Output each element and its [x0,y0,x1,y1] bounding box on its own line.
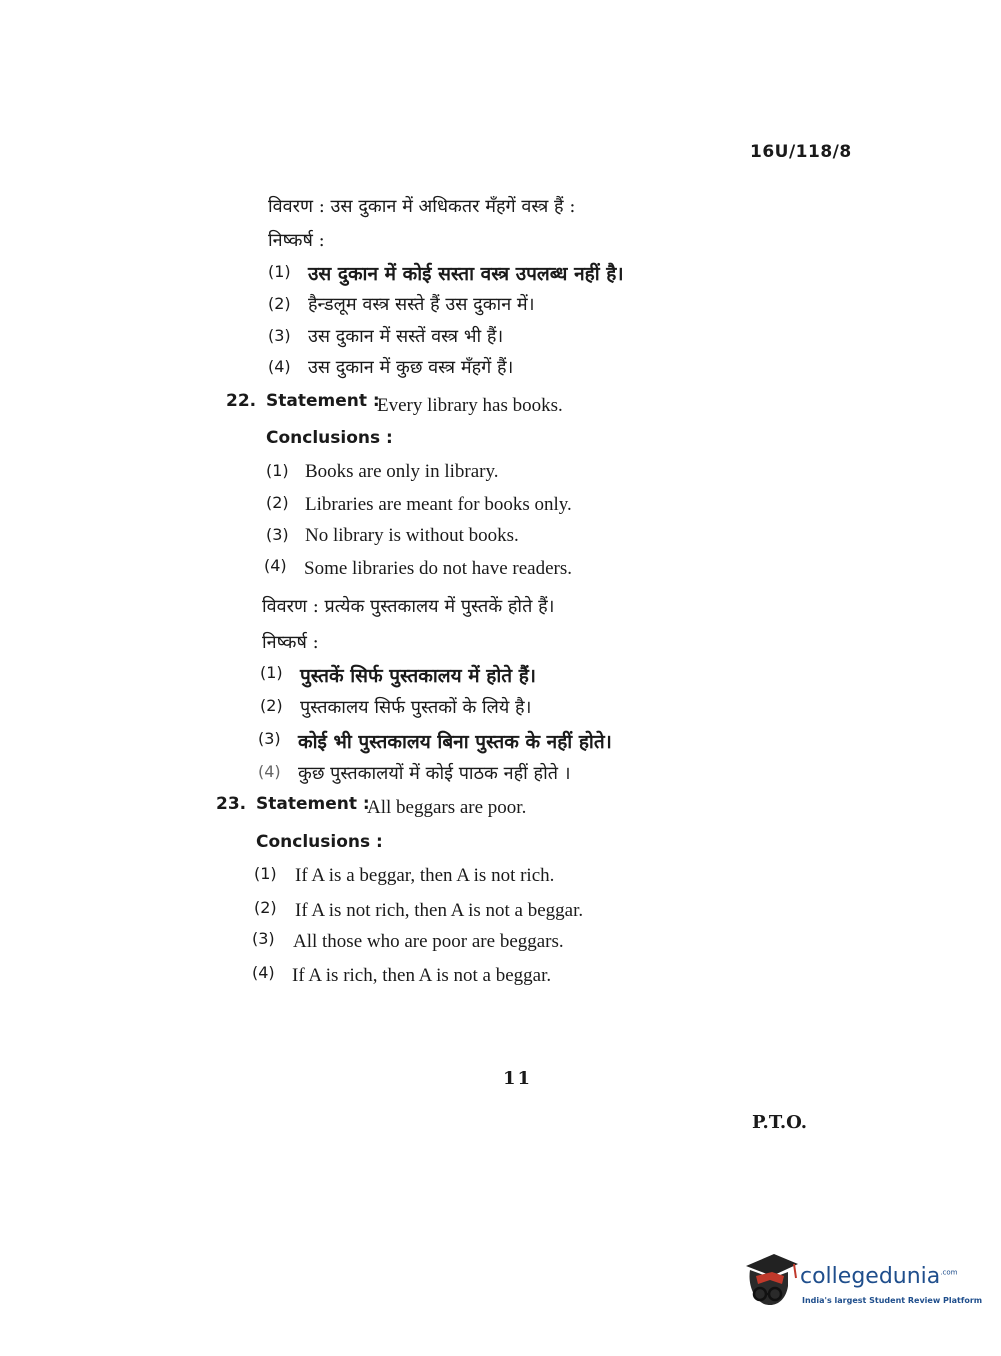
q22-option-number: (2) [266,493,289,512]
q22-option-text: No library is without books. [305,525,519,546]
q22-hindi-option-text: पुस्तकें सिर्फ पुस्तकालय में होते हैं। [300,665,537,687]
q22-option-text: Some libraries do not have readers. [304,558,573,579]
q23-option-number: (3) [252,929,275,948]
logo-wordmark: collegedunia$^{.com}$ [800,1264,958,1289]
q22-hindi-option-number: (3) [258,729,281,748]
page-number: 11 [503,1068,533,1089]
q23-statement: All beggars are poor. [367,797,527,818]
q22-hindi-option-number: (2) [260,696,283,715]
question-number-22: 22. [226,391,257,411]
q21-hindi-option-text: हैन्डलूम वस्त्र सस्ते हैं उस दुकान में। [308,294,535,315]
collegedunia-watermark [742,1250,983,1320]
q23-option-text: If A is a beggar, then A is not rich. [295,865,555,886]
q22-option-number: (3) [266,525,289,544]
logo-tagline: India's largest Student Review Platform [802,1296,983,1305]
q23-option-number: (1) [254,864,277,883]
q23-option-number: (4) [252,963,275,982]
q22-option-text: Books are only in library. [305,461,499,482]
q22-hindi-option-text: कुछ पुस्तकालयों में कोई पाठक नहीं होते । [298,763,571,784]
pto-label: P.T.O. [752,1112,808,1133]
q22-statement-label: Statement : [266,391,380,411]
paper-code: 16U/118/8 [750,142,852,162]
q22-hindi-conclusions-label: निष्कर्ष : [262,632,319,653]
q22-statement: Every library has books. [377,395,563,416]
q21-hindi-option-text: उस दुकान में सस्तें वस्त्र भी हैं। [308,326,504,347]
question-number-23: 23. [216,794,247,814]
q22-option-number: (4) [264,556,287,575]
q23-option-text: If A is not rich, then A is not a beggar. [295,900,584,921]
q22-hindi-option-text: पुस्तकालय सिर्फ पुस्तकों के लिये है। [300,697,532,718]
q22-hindi-option-text: कोई भी पुस्तकालय बिना पुस्तक के नहीं होते। [298,731,612,753]
q21-hindi-conclusions-label: निष्कर्ष : [268,230,325,251]
q21-hindi-option-number: (2) [268,294,291,313]
q21-hindi-statement: विवरण : उस दुकान में अधिकतर मँहगें वस्त्र हैं : [268,196,576,217]
q23-statement-label: Statement : [256,794,370,814]
mascot-icon [742,1250,798,1312]
q21-hindi-option-text: उस दुकान में कोई सस्ता वस्त्र उपलब्ध नहीं है। [308,263,624,285]
q22-hindi-option-number: (4) [258,762,281,781]
q23-conclusions-label: Conclusions : [256,832,383,852]
q23-option-text: If A is rich, then A is not a beggar. [292,965,552,986]
q21-hindi-option-number: (1) [268,262,291,281]
q22-option-number: (1) [266,461,289,480]
q23-option-text: All those who are poor are beggars. [293,931,564,952]
q22-conclusions-label: Conclusions : [266,428,393,448]
q21-hindi-option-number: (4) [268,357,291,376]
q21-hindi-option-text: उस दुकान में कुछ वस्त्र मँहगें हैं। [308,357,514,378]
q22-option-text: Libraries are meant for books only. [305,494,572,515]
q23-option-number: (2) [254,898,277,917]
q21-hindi-option-number: (3) [268,326,291,345]
q22-hindi-statement: विवरण : प्रत्येक पुस्तकालय में पुस्तकें होते हैं। [262,596,555,617]
q22-hindi-option-number: (1) [260,663,283,682]
